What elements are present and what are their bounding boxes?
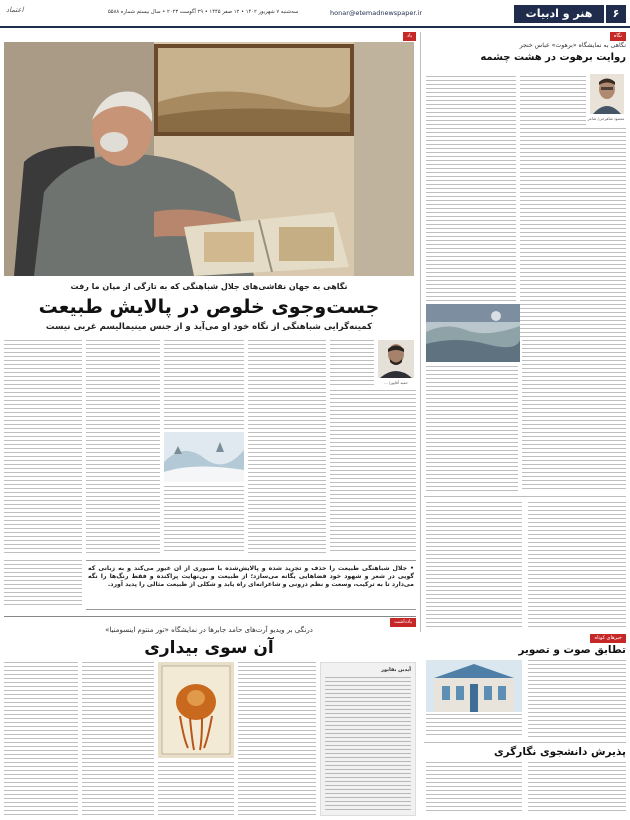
divider (424, 742, 626, 743)
main-text-block (164, 340, 244, 430)
bottom-text-block (158, 762, 234, 816)
bottom-text-block (82, 662, 154, 816)
right-text-block (426, 76, 516, 338)
news-section-label: خبرهای کوتاه (590, 634, 626, 643)
news-text-block (528, 762, 626, 814)
bottom-sidebar-box (320, 662, 416, 816)
main-story-label: یاد (403, 32, 416, 41)
main-author-portrait (378, 340, 414, 378)
right-column-headline: روایت برهوت در هشت چشمه (480, 52, 626, 63)
right-text-block (520, 128, 626, 338)
right-text-block (520, 76, 586, 126)
main-text-block (164, 486, 244, 554)
news-text-block (528, 660, 626, 738)
page-header (0, 0, 630, 28)
dateline: سه‌شنبه ۷ شهریور ۱۴۰۲ • ۱۲ صفر ۱۴۴۵ • ۲۹ آگوست ۲۰۲۳ • سال بیستم شماره ۵۵۸۸ (108, 9, 299, 15)
main-text-block (4, 340, 82, 554)
main-text-block (330, 340, 374, 388)
painter-photo (4, 42, 414, 276)
main-story-headline: جست‌وجوی خلوص در پالایش طبیعت (38, 296, 380, 318)
news-headline-1: تطابق صوت و تصویر (518, 644, 626, 656)
news-headline-2: پذیرش دانشجوی نگارگری (494, 746, 626, 758)
right-column-article (424, 32, 626, 632)
main-text-block (248, 340, 326, 554)
divider (424, 496, 626, 497)
news-text-block (426, 714, 522, 738)
main-author-caption: حمید آقاپور/ ... (384, 380, 408, 385)
news-text-block (426, 762, 522, 814)
bottom-text-block (238, 662, 316, 816)
building-photo (426, 660, 522, 712)
news-section (424, 634, 626, 818)
bottom-story-headline: آن سوی بیداری (144, 638, 274, 658)
newspaper-logo: اعتماد (6, 6, 24, 14)
main-story-deck: کمینه‌گرایی شباهنگی از نگاه خود او می‌آید و از جنس مینیمالیسم غربی نیست (45, 322, 373, 332)
pull-quote-text: • جلال شباهنگی طبیعت را حذف و تجرید شده و پالایش‌شده با صبوری از آن عبور می‌کند و به زبانی که گویی در شعر و شهود خود فضاهایی یگانه می‌سازد؛ از طبیعت و بی‌نهایت پراکنده و فقط رنگ‌ها را نگه می‌دارد تا به ترکیب، وسعت و نظم درونی و شاعرانه‌ای راه یابد و شکلی از طبیعت مثالی را پدید آورد. (88, 565, 414, 588)
right-text-block (522, 340, 626, 492)
right-text-block (426, 366, 518, 492)
main-story-kicker: نگاهی به جهان نقاشی‌های جلال شباهنگی که به تازگی از میان ما رفت (70, 282, 348, 291)
right-text-block (528, 502, 626, 630)
right-text-block (426, 502, 522, 630)
video-art-still (158, 662, 234, 758)
main-text-block (86, 340, 160, 554)
bottom-text-block (4, 662, 78, 816)
author-caption: محمود شاهرخی/ شاعر (587, 116, 625, 121)
bottom-sidebar-author: آیدین بقاپور (381, 667, 411, 673)
main-text-block (4, 560, 82, 608)
bottom-sidebar-text (325, 677, 411, 811)
page-number: ۶ (606, 5, 626, 23)
right-column-kicker: نگاهی به نمایشگاه «برهوت» عباس خنجر (519, 42, 626, 49)
author-portrait (590, 74, 624, 114)
section-title: هنر و ادبیات (514, 5, 604, 23)
pull-quote (86, 560, 416, 610)
section-email: honar@etemadnewspaper.ir (330, 9, 423, 17)
bottom-story-kicker: درنگی بر ویدیو آرت‌های حامد جابرها در نمایشگاه «تور منتوم اینسومنیا» (105, 626, 313, 634)
column-divider (420, 32, 421, 632)
bottom-story-label: یادداشت (390, 618, 416, 627)
main-text-block (330, 390, 416, 554)
artwork-image (426, 304, 520, 362)
painting-thumbnail (164, 432, 244, 482)
section-divider (4, 616, 416, 617)
right-column-label: نگاه (610, 32, 626, 41)
